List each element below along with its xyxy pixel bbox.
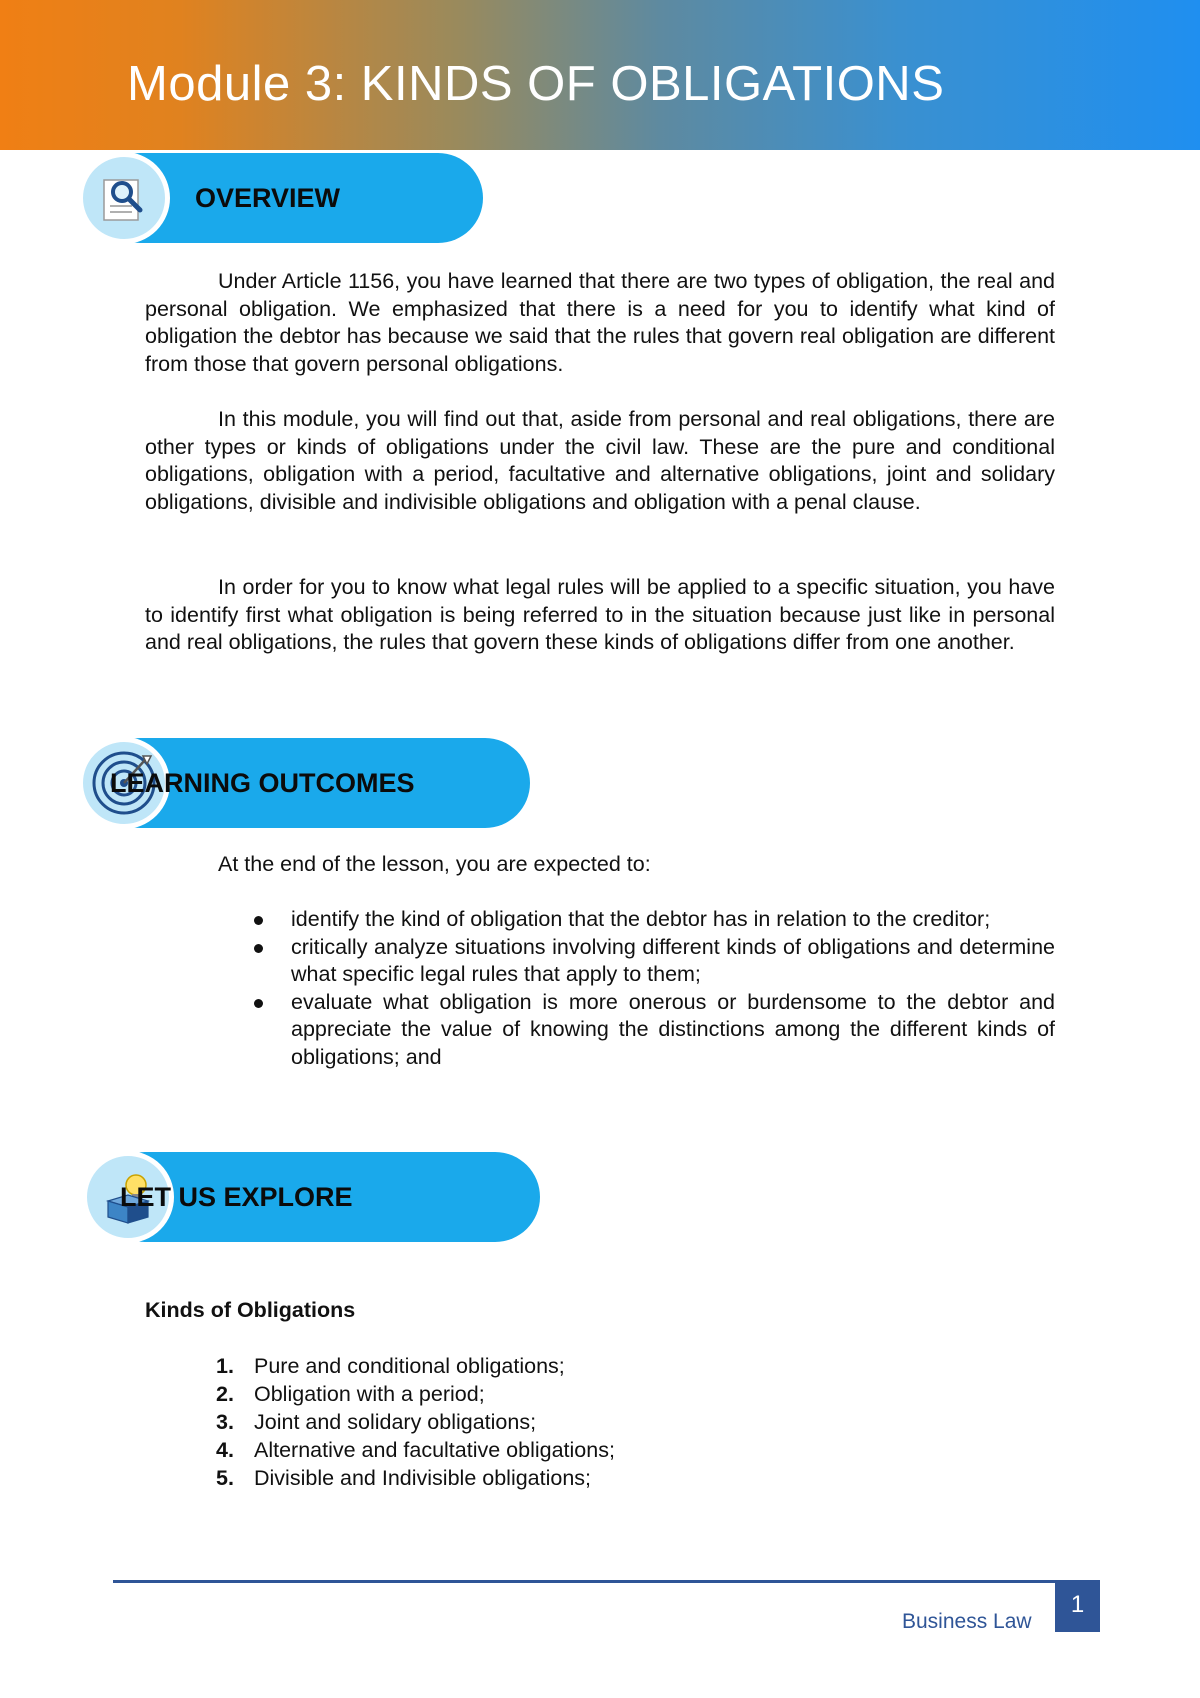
footer-course-label: Business Law (902, 1610, 1032, 1633)
header-banner (0, 0, 1200, 150)
list-item: identify the kind of obligation that the debtor has in relation to the creditor; (245, 906, 1055, 934)
learning-outcomes-list (245, 906, 1055, 1071)
magnifier-document-icon (78, 152, 170, 244)
list-item: critically analyze situations involving different kinds of obligations and determine what specific legal rules that apply to them; (245, 934, 1055, 989)
item-number: 4. (216, 1438, 234, 1462)
list-item (216, 1352, 615, 1380)
item-text: Divisible and Indivisible obligations; (254, 1466, 592, 1490)
learning-outcomes-heading: LEARNING OUTCOMES (110, 768, 415, 798)
list-item (216, 1464, 615, 1492)
kinds-list (216, 1352, 615, 1492)
list-item (216, 1408, 615, 1436)
overview-paragraph: In order for you to know what legal rules will be applied to a specific situation, you have to identify first what obligation is being referred to in the situation because just like in personal and real obligations, the rules that govern these kinds of obligations differ from one another. (145, 575, 1055, 654)
item-number: 5. (216, 1466, 234, 1490)
explore-heading: LET US EXPLORE (120, 1182, 353, 1212)
footer-divider (113, 1580, 1100, 1583)
item-text: Joint and solidary obligations; (254, 1410, 537, 1434)
item-number: 3. (216, 1410, 234, 1434)
overview-heading: OVERVIEW (195, 183, 341, 213)
list-item: evaluate what obligation is more onerous or burdensome to the debtor and appreciate the value of knowing the distinctions among the different kinds of obligations; and (245, 989, 1055, 1072)
page-title: Module 3: KINDS OF OBLIGATIONS (127, 57, 945, 111)
kinds-of-obligations-heading: Kinds of Obligations (145, 1298, 356, 1322)
item-text: Alternative and facultative obligations; (254, 1438, 615, 1462)
learning-outcomes-lead: At the end of the lesson, you are expected to: (218, 852, 651, 876)
overview-paragraph: In this module, you will find out that, aside from personal and real obligations, there are other types or kinds of obligations under the civil law. These are the pure and conditional obligations, obligation with a period, facultative and alternative obligations, joint and solidary obligations, divisible and indivisible obligations and obligation with a penal clause. (145, 407, 1055, 514)
item-number: 1. (216, 1354, 234, 1378)
overview-paragraph: Under Article 1156, you have learned that there are two types of obligation, the real and personal obligation. We emphasized that there is a need for you to identify what kind of obligation the debtor has because we said that the rules that govern real obligation are different from those that govern personal obligations. (145, 269, 1055, 376)
item-number: 2. (216, 1382, 234, 1406)
list-item (216, 1380, 615, 1408)
page-number: 1 (1055, 1582, 1100, 1632)
item-text: Pure and conditional obligations; (254, 1354, 565, 1378)
list-item (216, 1436, 615, 1464)
item-text: Obligation with a period; (254, 1382, 485, 1406)
